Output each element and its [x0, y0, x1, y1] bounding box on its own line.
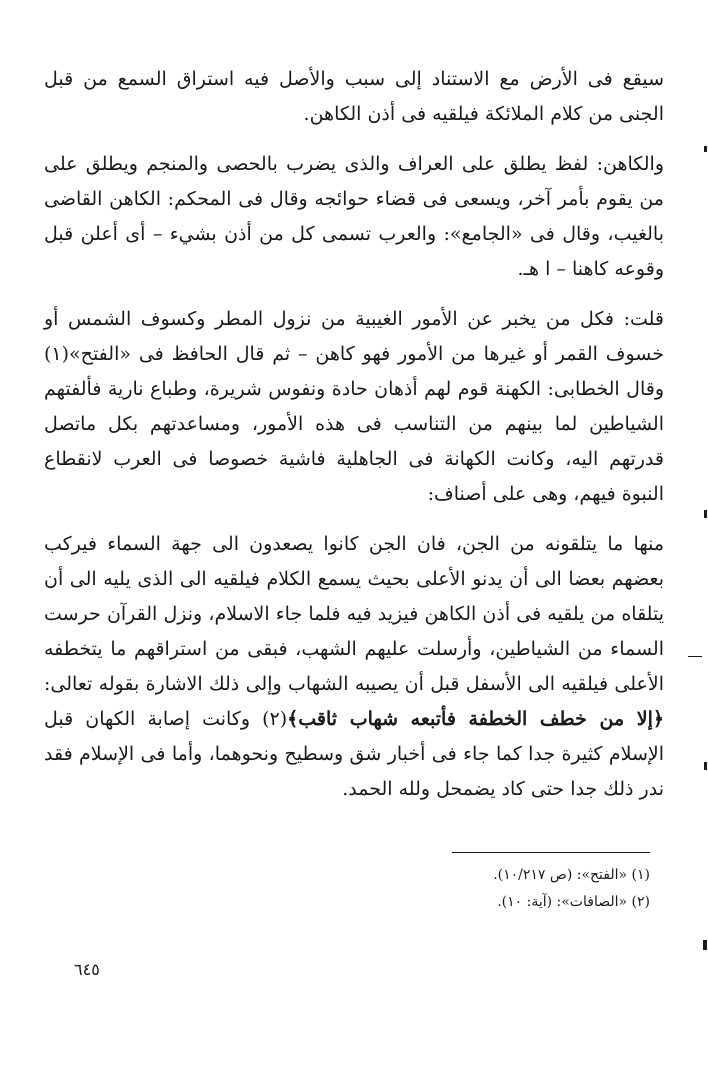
- paragraph-4: [44, 527, 664, 807]
- scan-speck: [704, 762, 707, 770]
- page-number: ٦٤٥: [74, 960, 100, 979]
- main-text: [44, 62, 664, 822]
- paragraph-4-before: منها ما يتلقونه من الجن، فان الجن كانوا يصعدون الى جهة السماء فيركب بعضهم بعضا الى أن يدنو الأعلى بحيث يسمع الكلام فيلقيه الى الذى يليه الى أن يتلقاه من يلقيه فى أذن الكاهن فيزيد فيه فلما جاء الاسلام، ونزل القرآن حرست السماء من الشياطين، وأرسلت عليهم الشهب، فبقى من استراقهم ما يتخطفه الأعلى فيلقيه الى الأسفل قبل أن يصيبه الشهاب وإلى ذلك الاشارة بقوله تعالى:: [44, 533, 664, 695]
- footnotes: [300, 862, 650, 916]
- quran-verse: ﴿إلا من خطف الخطفة فأتبعه شهاب ثاقب﴾: [287, 708, 665, 730]
- footnote-separator: [452, 852, 650, 853]
- footnote-2: (٢) «الصافات»: (آية: ١٠).: [497, 894, 650, 910]
- paragraph-4-after: (٢) وكانت إصابة الكهان قبل الإسلام كثيرة جدا كما جاء فى أخبار شق وسطيح ونحوهما، وأما فى الإسلام فقد ندر ذلك جدا حتى كاد يضمحل ولله الحمد.: [44, 708, 664, 800]
- paragraph-1: سيقع فى الأرض مع الاستناد إلى سبب والأصل فيه استراق السمع من قبل الجنى من كلام الملائكة فيلقيه فى أذن الكاهن.: [44, 68, 664, 125]
- scan-speck: [704, 510, 707, 518]
- scan-speck: [688, 656, 702, 657]
- scan-speck: [704, 146, 707, 152]
- scan-speck: [703, 940, 707, 950]
- paragraph-3: قلت: فكل من يخبر عن الأمور الغيبية من نزول المطر وكسوف الشمس أو خسوف القمر أو غيرها من الأمور فهو كاهن – ثم قال الحافظ فى «الفتح»(١) وقال الخطابى: الكهنة قوم لهم أذهان حادة ونفوس شريرة، وطباع نارية فألفتهم الشياطين لما بينهم من التناسب فى هذه الأمور، ومساعدتهم بكل ماتصل قدرتهم اليه، وكانت الكهانة فى الجاهلية فاشية خصوصا فى العرب لانقطاع النبوة فيهم، وهى على أصناف:: [44, 308, 664, 505]
- paragraph-2: والكاهن: لفظ يطلق على العراف والذى يضرب بالحصى والمنجم ويطلق على من يقوم بأمر آخر، ويسعى فى قضاء حوائجه وقال فى المحكم: الكاهن القاضى بالغيب، وقال فى «الجامع»: والعرب تسمى كل من أذن بشيء – أى أعلن قبل وقوعه كاهنا – ا هـ.: [44, 153, 664, 280]
- footnote-1: (١) «الفتح»: (ص ١٠/٢١٧).: [493, 867, 650, 883]
